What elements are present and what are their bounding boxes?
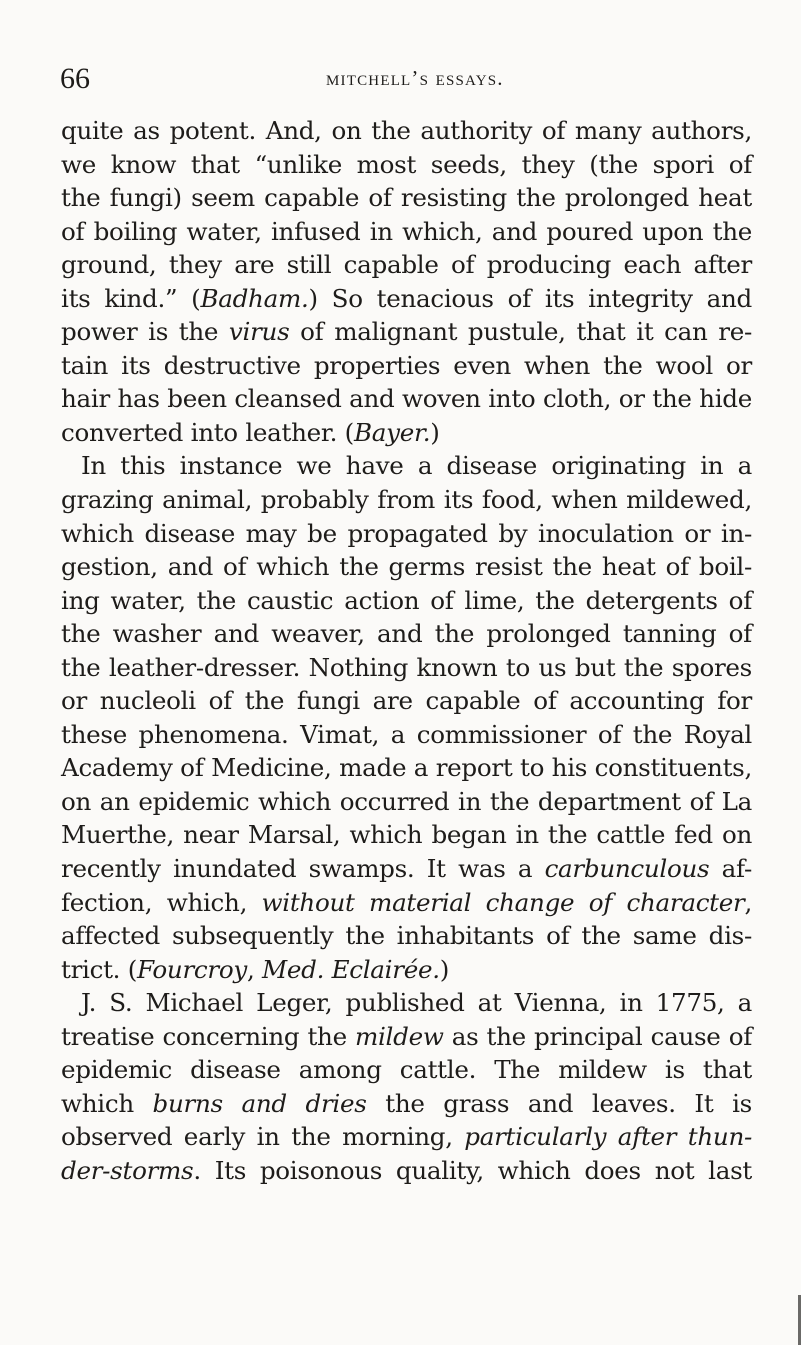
- page-number: 66: [60, 62, 90, 95]
- text-line: [61, 1020, 752, 1054]
- text-run: or nucleoli of the fungi are capable of accounting for: [61, 686, 752, 716]
- text-run: ground, they are still capable of producing each after: [61, 250, 752, 280]
- text-run: treatise concerning the: [61, 1021, 355, 1051]
- text-run: ing water, the caustic action of lime, the detergents of: [61, 585, 752, 615]
- text-line: [61, 449, 752, 483]
- text-run: which: [61, 1088, 153, 1118]
- text-run: affected subsequently the inhabitants of the same dis-: [61, 921, 752, 951]
- text-line: [61, 416, 752, 450]
- text-run: af-: [709, 854, 752, 884]
- text-line: [61, 718, 752, 752]
- text-line: [61, 114, 752, 148]
- text-line: [61, 684, 752, 718]
- text-line: [61, 1087, 752, 1121]
- text-line: [61, 818, 752, 852]
- text-run: gestion, and of which the germs resist the heat of boil-: [61, 552, 752, 582]
- text-line: [61, 315, 752, 349]
- italic-text: burns and dries: [152, 1088, 367, 1118]
- text-run: the leather-dresser. Nothing known to us but the spores: [61, 652, 752, 682]
- text-run: these phenomena. Vimat, a commissioner of the Royal: [61, 719, 752, 749]
- italic-text: mildew: [354, 1021, 444, 1051]
- text-run: J. S. Michael Leger, published at Vienna, in 1775, a: [81, 988, 752, 1018]
- text-run: . Its poisonous quality, which does not last: [193, 1155, 752, 1185]
- text-line: [61, 282, 752, 316]
- text-line: [61, 181, 752, 215]
- text-line: [61, 148, 752, 182]
- text-run: tain its destructive properties even when the wool or: [61, 350, 752, 380]
- text-run: quite as potent. And, on the authority of many authors,: [61, 116, 752, 145]
- text-run: converted into leather. (: [61, 417, 354, 447]
- text-run: In this instance we have a disease originating in a: [81, 451, 752, 481]
- text-line: [61, 584, 752, 618]
- italic-text: particularly after thun-: [464, 1122, 752, 1152]
- text-line: [61, 382, 752, 416]
- text-run: Academy of Medicine, made a report to his constituents,: [61, 753, 752, 783]
- text-run: the washer and weaver, and the prolonged tanning of: [61, 619, 752, 649]
- text-line: [61, 785, 752, 819]
- text-run: ): [439, 954, 450, 984]
- text-line: [61, 1053, 752, 1087]
- text-run: on an epidemic which occurred in the department of La: [61, 786, 752, 816]
- text-run: grazing animal, probably from its food, when mildewed,: [61, 485, 752, 515]
- text-line: [61, 1120, 752, 1154]
- text-line: [61, 349, 752, 383]
- text-run: fection, which,: [61, 887, 262, 917]
- text-line: [61, 986, 752, 1020]
- text-run: as the principal cause of: [443, 1021, 753, 1051]
- text-line: [61, 953, 752, 987]
- text-run: Muerthe, near Marsal, which began in the cattle fed on: [61, 820, 752, 850]
- text-line: [61, 617, 752, 651]
- text-run: power is the: [61, 317, 229, 347]
- text-run: of boiling water, infused in which, and poured upon the: [61, 216, 752, 246]
- text-line: [61, 886, 752, 920]
- text-line: [61, 248, 752, 282]
- text-run: epidemic disease among cattle. The mildew is that: [61, 1055, 752, 1085]
- text-run: trict. (: [61, 954, 137, 984]
- italic-text: carbunculous: [544, 854, 710, 884]
- text-line: [61, 751, 752, 785]
- text-line: [61, 517, 752, 551]
- text-run: ) So tenacious of its integrity and: [308, 283, 752, 313]
- text-run: which disease may be propagated by inoculation or in-: [61, 518, 752, 548]
- text-run: its kind.” (: [61, 283, 201, 313]
- italic-text: virus: [228, 317, 290, 347]
- text-line: [61, 483, 752, 517]
- text-run: the fungi) seem capable of resisting the prolonged heat: [61, 183, 752, 213]
- text-line: [61, 651, 752, 685]
- text-line: [61, 919, 752, 953]
- text-run: of malignant pustule, that it can re-: [289, 317, 752, 347]
- italic-text: Bayer.: [353, 417, 431, 447]
- text-run: ): [430, 417, 440, 447]
- text-run: ,: [744, 887, 752, 917]
- text-run: we know that “unlike most seeds, they (the spori of: [61, 149, 752, 179]
- italic-text: Fourcroy: [137, 954, 247, 984]
- italic-text: Med. Eclairée.: [262, 954, 440, 984]
- page-header: [60, 62, 750, 102]
- text-run: hair has been cleansed and woven into cloth, or the hide: [61, 384, 752, 414]
- text-line: [61, 550, 752, 584]
- text-line: [61, 215, 752, 249]
- text-line: [61, 1154, 752, 1188]
- text-run: recently inundated swamps. It was a: [61, 854, 545, 884]
- text-run: the grass and leaves. It is: [366, 1088, 752, 1118]
- running-head: mitchell’s essays.: [326, 66, 504, 90]
- italic-text: Badham.: [200, 283, 309, 313]
- text-line: [61, 852, 752, 886]
- text-run: ,: [246, 954, 262, 984]
- italic-text: without material change of character: [261, 887, 745, 917]
- body-text: [61, 114, 752, 1188]
- text-run: observed early in the morning,: [61, 1122, 465, 1152]
- italic-text: der-storms: [61, 1155, 194, 1185]
